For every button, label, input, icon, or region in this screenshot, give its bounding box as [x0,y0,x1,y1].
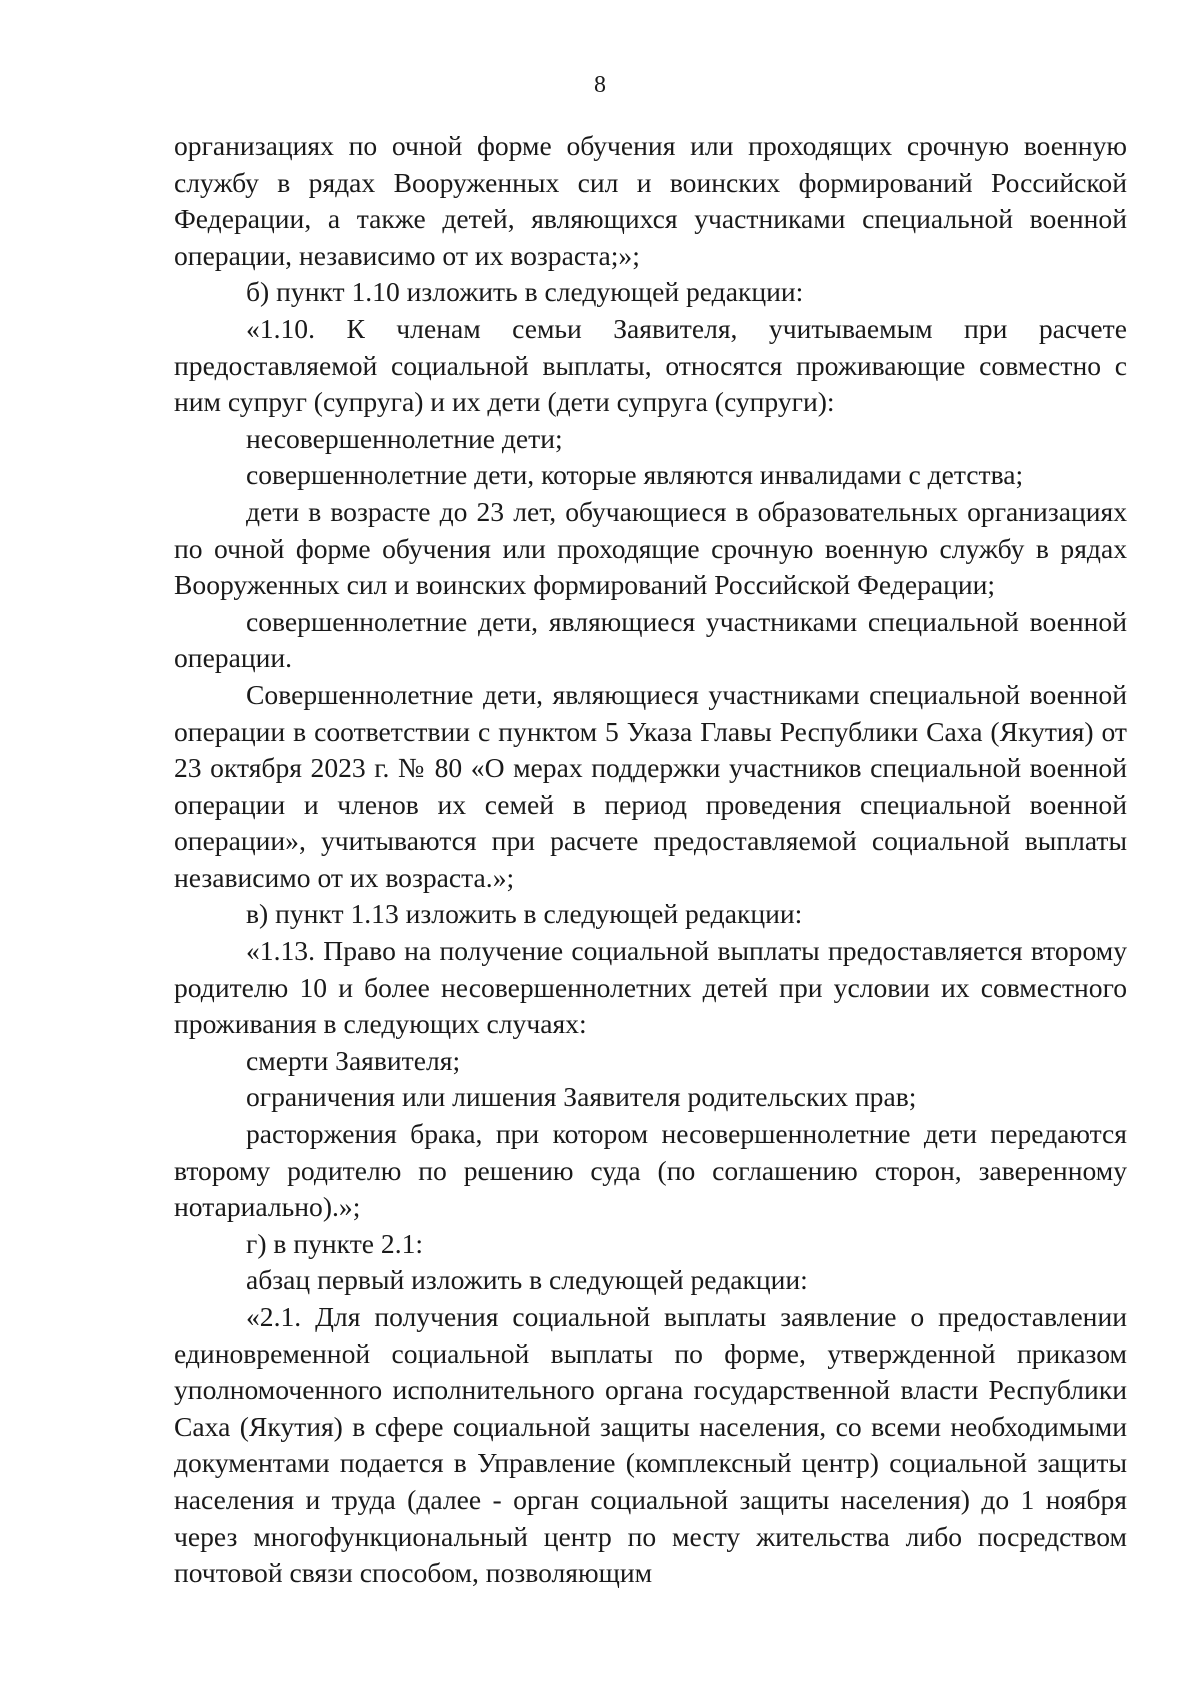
paragraph: б) пункт 1.10 изложить в следующей редакции: [246,276,804,308]
paragraph: организациях по очной форме обучения или проходящих срочную военную службу в рядах Вооруженных сил и воинских формирований Российской Федерации, а также детей, являющихся участниками специальной военной операции, независимо от их возраста;»; [174,130,1127,271]
paragraph: «2.1. Для получения социальной выплаты заявление о предоставлении единовременной социальной выплаты по форме, утвержденной приказом уполномоченного исполнительного органа государственной власти Республики Саха (Якутия) в сфере социальной защиты населения, со всеми необходимыми документами подается в Управление (комплексный центр) социальной защиты населения и труда (далее - орган социальной защиты населения) до 1 ноября через многофункциональный центр по месту жительства либо посредством почтовой связи способом, позволяющим [174,1301,1127,1589]
paragraph: Совершеннолетние дети, являющиеся участниками специальной военной операции в соответствии с пунктом 5 Указа Главы Республики Саха (Якутия) от 23 октября 2023 г. № 80 «О мерах поддержки участников специальной военной операции и членов их семей в период проведения специальной военной операции», учитываются при расчете предоставляемой социальной выплаты независимо от их возраста.»; [174,678,1127,893]
paragraph: г) в пункте 2.1: [246,1227,424,1259]
paragraph: дети в возрасте до 23 лет, обучающиеся в образовательных организациях по очной форме обучения или проходящие срочную военную службу в рядах Вооруженных сил и воинских формирований Российской Федерации; [174,495,1127,601]
paragraph: расторжения брака, при котором несовершеннолетние дети передаются второму родителю по решению суда (по соглашению сторон, заверенному нотариально).»; [174,1118,1127,1223]
paragraph: совершеннолетние дети, которые являются инвалидами с детства; [246,459,1024,491]
paragraph: смерти Заявителя; [246,1044,461,1076]
paragraph: в) пункт 1.13 изложить в следующей редакции: [246,898,803,930]
paragraph: несовершеннолетние дети; [246,422,563,454]
page-number: 8 [594,72,606,98]
paragraph: абзац первый изложить в следующей редакции: [246,1264,808,1296]
paragraph: «1.10. К членам семьи Заявителя, учитываемым при расчете предоставляемой социальной выплаты, относятся проживающие совместно с ним супруг (супруга) и их дети (дети супруга (супруги): [174,312,1127,418]
document-body [174,128,1127,1592]
paragraph: «1.13. Право на получение социальной выплаты предоставляется второму родителю 10 и более несовершеннолетних детей при условии их совместного проживания в следующих случаях: [174,935,1127,1040]
paragraph: ограничения или лишения Заявителя родительских прав; [246,1081,917,1113]
paragraph: совершеннолетние дети, являющиеся участниками специальной военной операции. [174,605,1127,674]
